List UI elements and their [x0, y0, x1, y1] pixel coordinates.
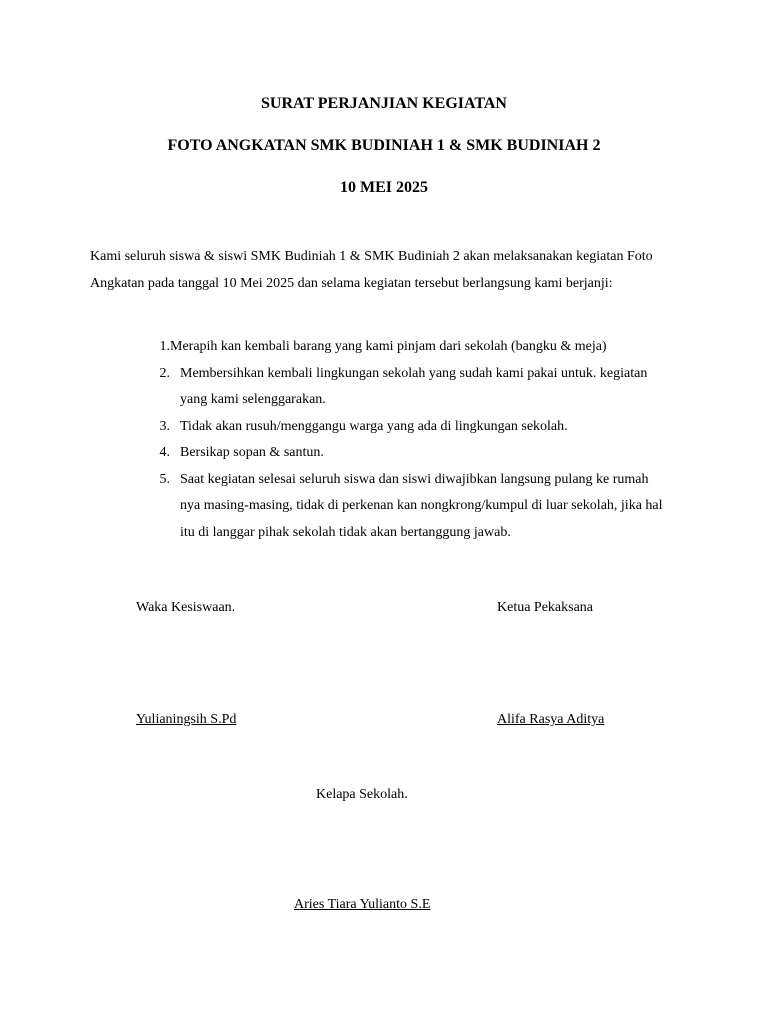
list-item	[150, 361, 670, 414]
intro-paragraph: Kami seluruh siswa & siswi SMK Budiniah 1 & SMK Budiniah 2 akan melaksanakan kegiatan Foto Angkatan pada tanggal 10 Mei 2025 dan selama kegiatan tersebut berlangsung kami berjanji:	[90, 249, 653, 291]
list-item	[150, 414, 670, 441]
list-item-text: Saat kegiatan selesai seluruh siswa dan siswi diwajibkan langsung pulang ke rumah nya masing-masing, tidak di perkenan kan nongkrong/kumpul di luar sekolah, jika hal itu di langgar pihak sekolah tidak akan bertanggung jawab.	[180, 471, 663, 540]
list-item-number: 1.	[159, 339, 170, 354]
right-signer-name: Alifa Rasya Aditya	[497, 712, 605, 727]
list-item	[150, 440, 670, 467]
list-item-number: 3.	[159, 418, 170, 434]
title-line-3: 10 MEI 2025	[340, 179, 428, 196]
right-signer-role: Ketua Pekaksana	[497, 600, 594, 615]
list-item-text: Bersikap sopan & santun.	[180, 445, 324, 460]
center-signer-role: Kelapa Sekolah.	[316, 787, 408, 802]
list-item-number: 2.	[159, 365, 170, 381]
left-signer-role: Waka Kesiswaan.	[136, 600, 236, 615]
title-line-2: FOTO ANGKATAN SMK BUDINIAH 1 & SMK BUDINIAH 2	[167, 137, 601, 154]
list-item	[150, 467, 670, 547]
title-line-1: SURAT PERJANJIAN KEGIATAN	[261, 95, 507, 112]
list-item-text: Tidak akan rusuh/menggangu warga yang ada di lingkungan sekolah.	[180, 418, 568, 434]
list-item-text: Membersihkan kembali lingkungan sekolah yang sudah kami pakai untuk. kegiatan yang kami selenggarakan.	[180, 365, 648, 407]
list-item-number: 5.	[159, 471, 170, 487]
list-item	[150, 334, 670, 361]
list-item-text: Merapih kan kembali barang yang kami pinjam dari sekolah (bangku & meja)	[170, 339, 607, 354]
left-signer-name: Yulianingsih S.Pd	[136, 712, 237, 727]
center-signer-name: Aries Tiara Yulianto S.E	[294, 897, 431, 912]
list-item-number: 4.	[159, 445, 170, 460]
promise-list	[150, 334, 670, 546]
